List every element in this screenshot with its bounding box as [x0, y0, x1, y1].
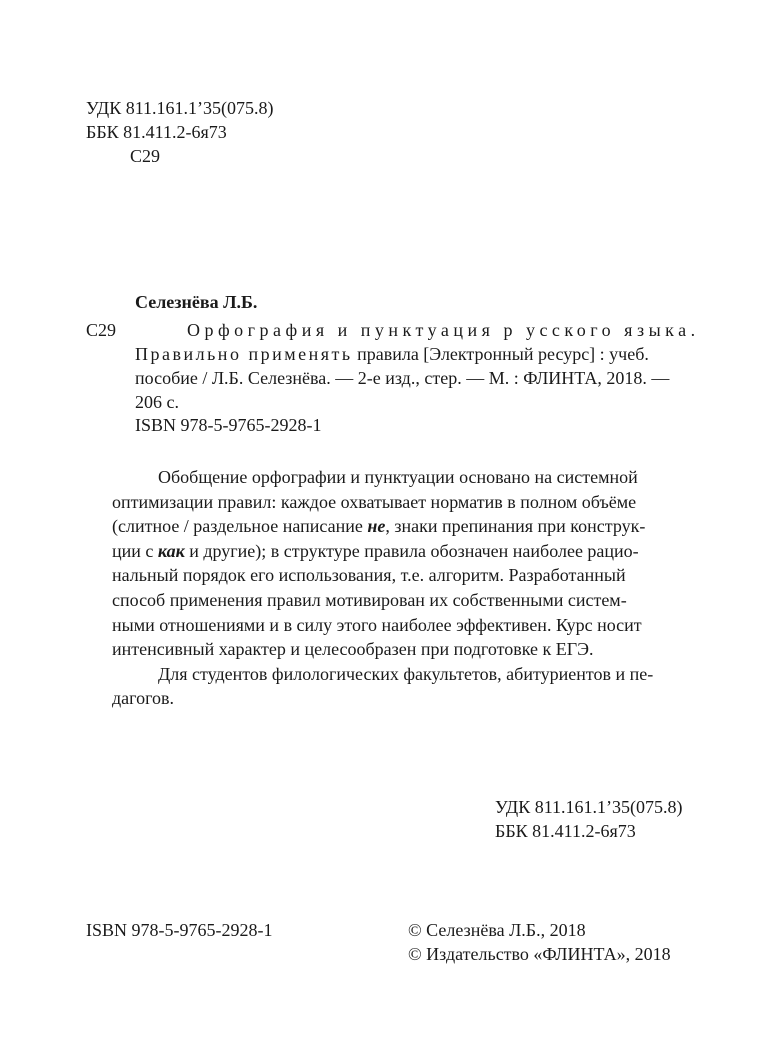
annotation-emphasis: как — [157, 540, 185, 561]
annotation-text: ции с — [112, 540, 158, 561]
catalog-title-spaced: Правильно применять — [135, 344, 353, 364]
annotation-audience-line: Для студентов филологических факультетов, абитуриентов и пе- — [158, 663, 654, 684]
annotation-line — [112, 539, 690, 564]
annotation-emphasis: не — [367, 516, 386, 537]
catalog-title-line-1: Орфография и пунктуация р усского языка. — [187, 320, 700, 340]
annotation-text: , знаки препинания при конструк- — [385, 516, 646, 537]
catalog-title-rest: правила [Электронный ресурс] : учеб. — [352, 344, 649, 364]
bottom-codes — [495, 795, 683, 843]
footer-isbn: ISBN 978-5-9765-2928-1 — [86, 920, 273, 940]
annotation-line: интенсивный характер и целесообразен при подготовке к ЕГЭ. — [112, 639, 594, 660]
catalog-imprint-line: пособие / Л.Б. Селезнёва. — 2-е изд., стер. — М. : ФЛИНТА, 2018. — — [135, 368, 670, 388]
catalog-isbn: ISBN 978-5-9765-2928-1 — [135, 415, 322, 435]
annotation-line: способ применения правил мотивирован их собственными систем- — [112, 589, 627, 610]
author-sign: С29 — [130, 146, 161, 166]
annotation-text: (слитное / раздельное написание — [112, 516, 368, 537]
annotation-line: оптимизации правил: каждое охватывает норматив в полном объёме — [112, 491, 637, 512]
catalog-author: Селезнёва Л.Б. — [135, 292, 258, 312]
copyright-publisher: © Издательство «ФЛИНТА», 2018 — [408, 944, 671, 964]
bbk-code-bottom: ББК 81.411.2-6я73 — [495, 821, 636, 841]
annotation-line — [112, 514, 690, 539]
udk-code-bottom: УДК 811.161.1’35(075.8) — [495, 797, 683, 817]
annotation-text: и другие); в структуре правила обозначен наиболее рацио- — [184, 540, 639, 561]
annotation-line: ными отношениями и в силу этого наиболее эффективен. Курс носит — [112, 614, 642, 635]
annotation — [112, 465, 690, 711]
copyright-block — [408, 918, 671, 966]
catalog-entry — [135, 318, 700, 414]
catalog-pages: 206 с. — [135, 392, 179, 412]
annotation-line: Обобщение орфографии и пунктуации основано на системной — [158, 467, 638, 487]
annotation-line: нальный порядок его использования, т.е. алгоритм. Разработанный — [112, 565, 626, 586]
header-codes — [86, 96, 386, 168]
udk-code: УДК 811.161.1’35(075.8) — [86, 98, 274, 118]
bbk-code: ББК 81.411.2-6я73 — [86, 122, 227, 142]
catalog-author-sign: С29 — [86, 320, 117, 340]
catalog-title-line-2 — [135, 342, 690, 366]
annotation-audience-line: дагогов. — [112, 688, 175, 709]
copyright-author: © Селезнёва Л.Б., 2018 — [408, 920, 586, 940]
